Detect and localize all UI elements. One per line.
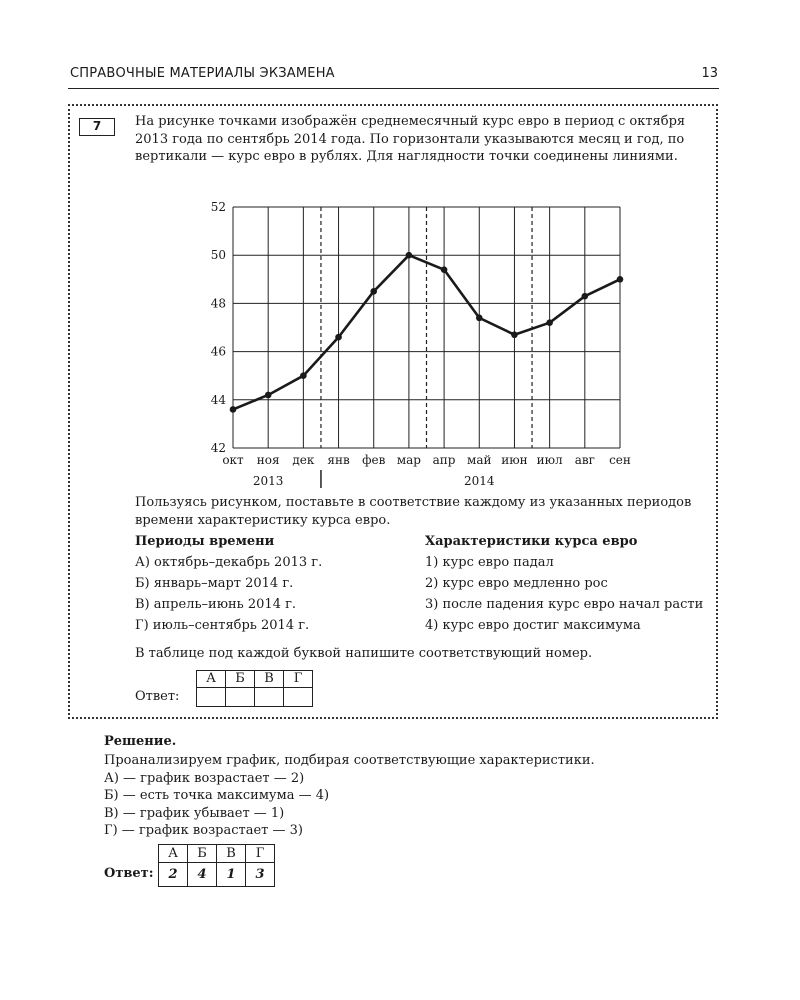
solution-line: Проанализируем график, подбирая соответствующие характеристики.: [104, 753, 595, 768]
solution-line: Б) — есть точка максимума — 4): [104, 788, 330, 803]
solution-text: [104, 752, 704, 840]
characteristic-item: 3) после падения курс евро начал расти: [425, 597, 704, 612]
solution-answer-letter: А: [159, 845, 188, 863]
period-item: Б) январь–март 2014 г.: [135, 576, 294, 591]
data-point: [582, 293, 589, 300]
task-number: 7: [79, 118, 115, 136]
solution-answer-letter: Г: [246, 845, 275, 863]
data-point: [335, 334, 342, 341]
x-tick-label: сен: [609, 453, 631, 467]
x-tick-label: мар: [396, 453, 421, 467]
solution-line: А) — график возрастает — 2): [104, 770, 305, 786]
solution-title: Решение.: [104, 734, 177, 749]
solution-line: В) — график убывает — 1): [104, 805, 285, 821]
characteristic-item: 4) курс евро достиг максимума: [425, 618, 641, 633]
header-rule: [68, 88, 719, 89]
x-tick-label: янв: [327, 453, 350, 467]
solution-answer-letter: В: [217, 845, 246, 863]
answer-cell[interactable]: [197, 688, 226, 707]
year-label: 2013: [252, 474, 284, 488]
task-instruction: Пользуясь рисунком, поставьте в соответствие каждому из указанных периодов времени характеристику курса евро.: [135, 495, 692, 528]
solution-answer-value: 3: [246, 863, 275, 887]
solution-answer-table: [158, 844, 275, 887]
period-item: В) апрель–июнь 2014 г.: [135, 597, 297, 612]
solution-answer-value: 4: [188, 863, 217, 887]
x-tick-label: май: [467, 453, 492, 467]
data-point: [370, 288, 377, 295]
periods-column: [135, 534, 415, 639]
data-point: [511, 331, 518, 338]
x-tick-label: дек: [292, 453, 315, 467]
y-tick-label: 52: [210, 200, 226, 214]
solution-answer-value: 1: [217, 863, 246, 887]
data-point: [441, 266, 448, 273]
table-instruction: В таблице под каждой буквой напишите соответствующий номер.: [135, 646, 593, 661]
answer-letter: Г: [284, 671, 313, 688]
characteristic-item: 2) курс евро медленно рос: [425, 576, 608, 591]
task-text: На рисунке точками изображён среднемесячный курс евро в период с октября 2013 года по сентябрь 2014 года. По горизонтали указываются месяц и год, по вертикали — курс евро в рублях. Для наглядности точки соединены линиями.: [135, 114, 686, 164]
period-item: А) октябрь–декабрь 2013 г.: [135, 555, 323, 570]
period-item: Г) июль–сентябрь 2014 г.: [135, 618, 310, 633]
x-tick-label: фев: [362, 453, 386, 467]
solution-line: Г) — график возрастает — 3): [104, 823, 303, 838]
x-tick-label: июн: [501, 453, 528, 467]
answer-table: [196, 670, 313, 707]
answer-letter: А: [197, 671, 226, 688]
characteristics-column: [425, 534, 725, 639]
characteristic-item: 1) курс евро падал: [425, 555, 554, 570]
data-point: [230, 406, 237, 413]
solution-answer-letter: Б: [188, 845, 217, 863]
periods-header: Периоды времени: [135, 534, 275, 549]
answer-label: Ответ:: [135, 689, 180, 704]
characteristics-header: Характеристики курса евро: [425, 534, 638, 549]
y-tick-label: 50: [210, 248, 226, 263]
data-point: [406, 252, 413, 259]
x-tick-label: ноя: [256, 453, 280, 467]
solution-answer-label: Ответ:: [104, 866, 154, 881]
data-point: [300, 372, 307, 379]
answer-cell[interactable]: [255, 688, 284, 707]
y-tick-label: 42: [210, 441, 226, 455]
answer-letter: Б: [226, 671, 255, 688]
header-title: СПРАВОЧНЫЕ МАТЕРИАЛЫ ЭКЗАМЕНА: [70, 66, 335, 81]
data-point: [546, 319, 553, 326]
x-tick-label: апр: [432, 453, 456, 467]
answer-cell[interactable]: [226, 688, 255, 707]
euro-rate-chart: [190, 190, 650, 490]
y-tick-label: 44: [210, 392, 226, 407]
answer-letter: В: [255, 671, 284, 688]
x-tick-label: июл: [536, 453, 563, 467]
y-tick-label: 48: [210, 296, 226, 311]
data-point: [476, 315, 483, 322]
x-tick-label: окт: [222, 453, 244, 467]
solution-answer-value: 2: [159, 863, 188, 887]
data-point: [265, 392, 272, 399]
page-number: 13: [701, 66, 718, 81]
x-tick-label: авг: [574, 453, 595, 467]
answer-cell[interactable]: [284, 688, 313, 707]
year-label: 2014: [463, 474, 495, 488]
data-point: [617, 276, 624, 283]
y-tick-label: 46: [210, 344, 226, 359]
